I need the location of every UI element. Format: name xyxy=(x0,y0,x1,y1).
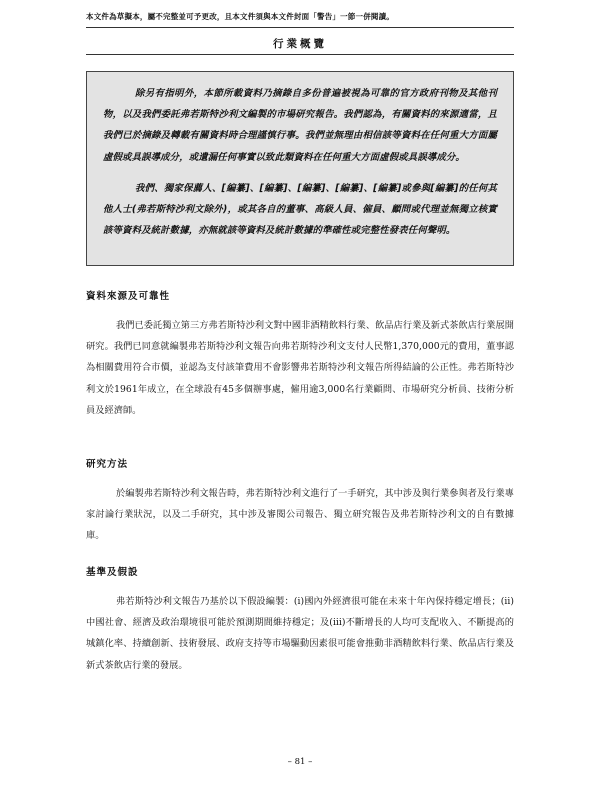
draft-warning-notice: 本文件為草擬本，屬不完整並可予更改，且本文件須與本文件封面「警告」一節一併閱讀。 xyxy=(86,12,394,21)
section-body-research-methodology: 於編製弗若斯特沙利文報告時，弗若斯特沙利文進行了一手研究，其中涉及與行業參與者及行業專家討論行業狀況，以及二手研究，其中涉及審閱公司報告、獨立研究報告及弗若斯特沙利文的自有數據庫。 xyxy=(86,488,514,542)
section-heading-sources-reliability: 資料來源及可靠性 xyxy=(86,291,171,302)
page-number: – 81 – xyxy=(287,757,313,767)
disclaimer-paragraph: 我們、獨家保薦人、[編纂]、[編纂]、[編纂]、[編纂]、[編纂]或參與[編纂]的任何其他人士(弗若斯特沙利文除外)，或其各自的董事、高級人員、僱員、顧問或代理並無獨立核實該等資料及統計數據，亦無就該等資料及統計數據的準確性或完整性發表任何聲明。 xyxy=(103,182,497,237)
disclaimer-paragraph: 除另有指明外，本節所載資料乃摘錄自多份普遍被視為可靠的官方政府刊物及其他刊物，以及我們委託弗若斯特沙利文編製的市場研究報告。我們認為，有關資料的來源適當，且我們已於摘錄及轉載有關資料時合理謹慎行事。我們並無理由相信該等資料在任何重大方面屬虛假或具誤導成分，或遺漏任何事實以致此類資料在任何重大方面虛假或具誤導成分。 xyxy=(103,88,497,163)
title-divider xyxy=(86,54,514,55)
header-divider xyxy=(86,27,514,28)
disclaimer-box xyxy=(86,71,514,266)
section-body-sources-reliability: 我們已委託獨立第三方弗若斯特沙利文對中國非酒精飲料行業、飲品店行業及新式茶飲店行業展開研究。我們已同意就編製弗若斯特沙利文報告向弗若斯特沙利文支付人民幣1,370,000元的費用，董事認為相關費用符合市價，並認為支付該筆費用不會影響弗若斯特沙利文報告所得結論的公正性。弗若斯特沙利文於1961年成立，在全球設有45多個辦事處，僱用逾3,000名行業顧問、市場研究分析員、技術分析員及經濟師。 xyxy=(86,320,514,416)
section-heading-basis-assumptions: 基準及假設 xyxy=(86,567,139,578)
section-title: 行業概覽 xyxy=(273,38,327,50)
section-heading-research-methodology: 研究方法 xyxy=(86,459,129,470)
section-body-basis-assumptions: 弗若斯特沙利文報告乃基於以下假設編製：(i)國內外經濟很可能在未來十年內保持穩定增長；(ii)中國社會、經濟及政治環境很可能於預測期間維持穩定；及(iii)不斷增長的人均可支配收入、不斷提高的城鎮化率、持續創新、技術發展、政府支持等市場驅動因素很可能會推動非酒精飲料行業、飲品店行業及新式茶飲店行業的發展。 xyxy=(86,596,514,671)
